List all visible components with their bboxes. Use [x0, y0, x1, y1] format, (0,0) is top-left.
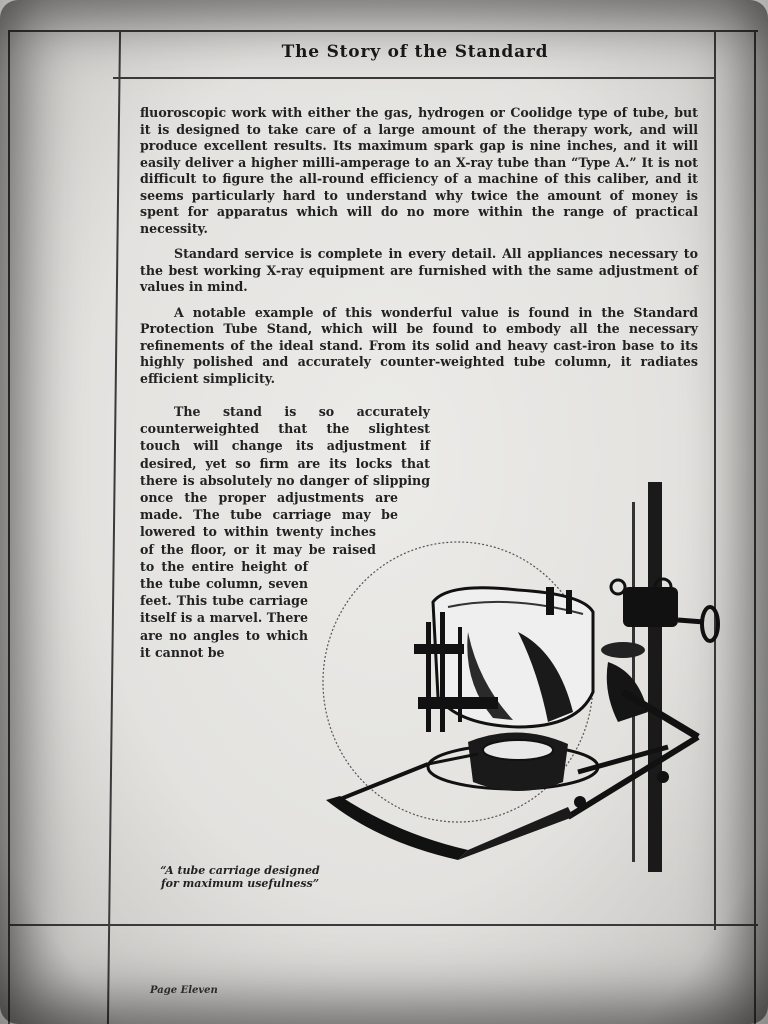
left-inner-rule	[107, 30, 121, 1024]
caption-line-1: “A tube carriage designed	[160, 864, 320, 877]
header-rule	[113, 77, 715, 79]
left-outer-rule	[8, 30, 10, 1024]
arc-rail	[326, 796, 468, 860]
figure-caption	[150, 864, 330, 890]
right-outer-rule	[754, 30, 756, 1024]
adjustment-handwheel	[702, 607, 718, 641]
caption-line-2: for maximum usefulness”	[160, 877, 320, 890]
tube-column	[648, 482, 662, 872]
bottom-rule	[10, 924, 758, 926]
paragraph-3: A notable example of this wonderful value is found in the Standard Protection Tube Stand, which will be found to embody all the necessary refinements of the ideal stand. From its solid and heavy cast-iron base to its highly polished and accurately counter-weighted tube column, it radiates efficient simplicity.	[140, 304, 698, 386]
page-title: The Story of the Standard	[281, 42, 549, 62]
page-number: Page Eleven	[150, 985, 218, 996]
top-rule	[10, 30, 758, 32]
paragraph-2: Standard service is complete in every detail. All appliances necessary to the best working X-ray equipment are furnished with the same adjustment of values in mind.	[140, 246, 698, 294]
tube-carriage-illustration-icon	[318, 482, 728, 882]
paragraph-4: The stand is so accurately counterweighted that the slightest touch will change its adjustment if desired, yet so firm are its locks that there is absolutely no danger of slipping once the proper adjustments are made. The tube carriage may be lowered to within twenty inches of the floor, or it may be raised to the entire height of the tube column, seven feet. This tube carriage itself is a marvel. There are no angles to which it cannot be	[140, 404, 430, 660]
body-text	[140, 105, 698, 396]
paragraph-1: fluoroscopic work with either the gas, hydrogen or Coolidge type of tube, but it is designed to take care of a large amount of the therapy work, and will produce excellent results. Its maximum spark gap is nine inches, and it will easily deliver a higher milli-amperage to an X-ray tube than “Type A.” It is not difficult to figure the all-round efficiency of a machine of this caliber, and it seems particularly hard to understand why twice the amount of money is spent for apparatus which will do no more within the range of practical necessity.	[140, 105, 698, 236]
